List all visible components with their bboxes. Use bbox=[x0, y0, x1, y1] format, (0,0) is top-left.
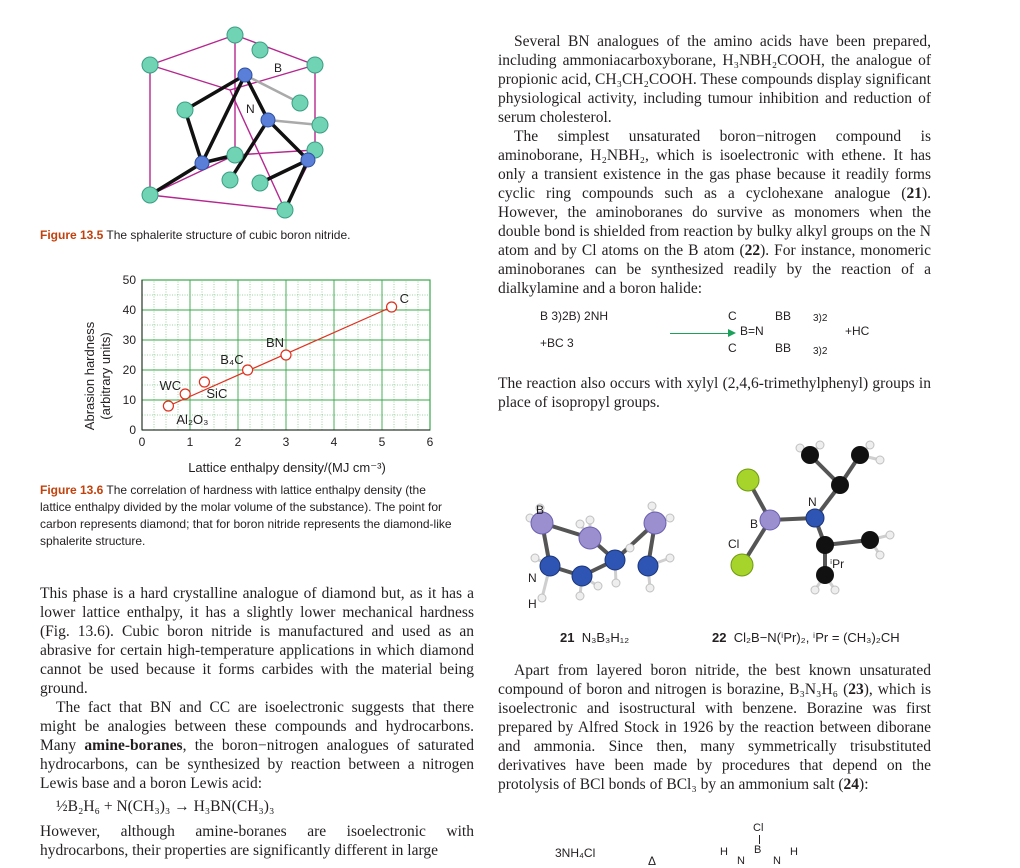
right-column-text-top bbox=[498, 32, 931, 298]
structure-21-caption bbox=[560, 630, 629, 645]
right-column-text-bottom bbox=[498, 661, 931, 794]
reaction-arrow-head bbox=[728, 329, 736, 337]
right-paragraph-2-c: ). However, the aminoboranes do survive as monomers when the double bond is shielded from reaction by bulky alkyl groups on the N atom and by Cl atoms on the B atom ( bbox=[498, 185, 931, 259]
product-core: B=N bbox=[740, 324, 764, 338]
reaction-arrow bbox=[670, 333, 730, 334]
figure-13-5-caption bbox=[40, 227, 420, 244]
product-bb2: BB bbox=[775, 341, 792, 355]
s21-label-h: H bbox=[528, 597, 537, 611]
s22-formula: Cl₂B−N(ⁱPr)₂, ⁱPr = (CH₃)₂CH bbox=[733, 630, 900, 645]
data-point bbox=[387, 302, 397, 312]
x-tick-label: 4 bbox=[330, 435, 338, 449]
scheme24-cl: Cl bbox=[753, 822, 764, 834]
scheme-24 bbox=[540, 822, 900, 868]
equation-amine-borane: ½B₂H₆ + N(CH₃)₃ → H₃BN(CH₃)₃ bbox=[56, 798, 275, 815]
structure-22-caption bbox=[712, 630, 900, 646]
scheme24-n1: N bbox=[737, 855, 745, 867]
product-c1: C bbox=[728, 309, 737, 323]
ref-23: 23 bbox=[848, 681, 864, 698]
data-point bbox=[281, 350, 291, 360]
atom-label-n: N bbox=[246, 102, 255, 116]
scheme24-arrow: Δ bbox=[648, 854, 657, 868]
ref-21: 21 bbox=[906, 185, 922, 202]
product-c2: C bbox=[728, 341, 737, 355]
scheme24-h2: H bbox=[790, 846, 798, 858]
term-amine-boranes: amine-boranes bbox=[84, 737, 183, 754]
left-paragraph-2-b: , the boron−nitrogen analogues of saturated hydrocarbons, can be synthesized by reaction between a nitrogen Lewis base and a boron Lewis acid: bbox=[40, 737, 474, 792]
s22-number: 22 bbox=[712, 630, 727, 645]
y-tick-label: 50 bbox=[122, 273, 136, 287]
product-sub2: 3)2 bbox=[813, 346, 828, 357]
data-point bbox=[243, 365, 253, 375]
chart-y-label-line2: (arbitrary units) bbox=[98, 332, 113, 420]
right-paragraph-1: Several BN analogues of the amino acids have been prepared, including ammoniacarboxyborane, H₃NBH₂COOH, the analogue of propionic acid, CH₃CH₂COOH. These compounds display significant physiological activity, including tumour inhibition and reduction of serum cholesterol. bbox=[498, 33, 931, 126]
right-paragraph-4-c: ), which is isoelectronic and isostructural with benzene. Borazine was first prepared by Alfred Stock in 1926 by the reaction between diborane and ammonia. Since then, many symmetrically trisubstituted derivatives have been made by procedures that depend on the protolysis of BCl bonds of BCl₃ by an ammonium salt ( bbox=[498, 681, 931, 793]
reactant-top: B 3)2B) 2NH bbox=[540, 309, 609, 323]
x-tick-label: 5 bbox=[378, 435, 386, 449]
y-tick-label: 30 bbox=[122, 333, 136, 347]
right-paragraph-4-a: Apart from layered boron nitride, the best known unsaturated compound of boron and nitrogen is borazine, B₃N₃H₆ ( bbox=[498, 662, 931, 698]
x-tick-label: 3 bbox=[282, 435, 290, 449]
figure-13-6-caption-text: The correlation of hardness with lattice enthalpy density (the lattice enthalpy divided by the molar volume of the substance). The point for carbon represents diamond; that for boron nitride represents the diamond-like sphalerite structure. bbox=[40, 483, 452, 548]
x-tick-label: 0 bbox=[138, 435, 146, 449]
left-paragraph-3: However, although amine-boranes are isoelectronic with hydrocarbons, their properties are significantly different in large bbox=[40, 823, 474, 859]
scheme24-reagent: 3NH₄Cl bbox=[555, 846, 596, 860]
right-paragraph-4 bbox=[498, 661, 931, 794]
s21-label-n: N bbox=[528, 571, 537, 585]
left-paragraph-2-a: The fact that BN and CC are isoelectronic suggests that there might be analogies between these compounds and hydrocarbons. Many bbox=[40, 699, 474, 754]
sphalerite-structure-figure bbox=[120, 15, 350, 230]
ref-24: 24 bbox=[843, 776, 860, 793]
product-bb1: BB bbox=[775, 309, 792, 323]
scheme24-bond bbox=[759, 835, 760, 844]
s21-formula: N₃B₃H₁₂ bbox=[581, 630, 630, 645]
data-point-label: C bbox=[399, 291, 409, 306]
right-paragraph-2-a: The simplest unsaturated boron−nitrogen compound is aminoborane, H₂NBH₂, which is isoelectronic with ethene. It has only a transient existence in the gas phase because it readily forms cyclic ring compounds such as a cyclohexane analogue ( bbox=[498, 128, 931, 202]
data-point-label: B₄C bbox=[220, 352, 244, 367]
right-paragraph-3-box bbox=[498, 374, 931, 412]
byproduct: +HC bbox=[845, 324, 870, 338]
scheme24-n2: N bbox=[773, 855, 781, 867]
figure-13-6-caption bbox=[40, 482, 460, 550]
right-paragraph-3: The reaction also occurs with xylyl (2,4,6-trimethylphenyl) groups in place of isopropyl groups. bbox=[498, 375, 931, 411]
right-paragraph-2-d: ). For instance, monomeric aminoboranes can be synthesized readily by the reaction of a dialkylamine and a boron halide: bbox=[498, 242, 931, 297]
y-tick-label: 20 bbox=[122, 363, 136, 377]
s22-label-ipr: ⁱPr bbox=[830, 557, 845, 571]
reaction-scheme bbox=[540, 306, 940, 366]
reactant-bottom: +BC 3 bbox=[540, 336, 574, 350]
figure-13-6-label: Figure 13.6 bbox=[40, 483, 104, 497]
structure-21-image bbox=[520, 478, 700, 618]
figure-13-5-caption-text: The sphalerite structure of cubic boron nitride. bbox=[106, 228, 351, 242]
figure-13-5-label: Figure 13.5 bbox=[40, 228, 104, 242]
x-tick-label: 1 bbox=[186, 435, 194, 449]
left-paragraph-1: This phase is a hard crystalline analogue of diamond but, as it has a lower lattice enthalpy, it has a slightly lower mechanical hardness (Fig. 13.6). Cubic boron nitride is manufactured and used as an abrasive for certain high-temperature applications in which diamond cannot be used because it forms carbides with the material being ground. bbox=[40, 585, 474, 697]
right-paragraph-4-e: ): bbox=[859, 776, 869, 793]
s22-label-b: B bbox=[750, 517, 759, 531]
product-sub1: 3)2 bbox=[813, 313, 828, 324]
s21-number: 21 bbox=[560, 630, 575, 645]
data-point-label: BN bbox=[265, 335, 284, 350]
chart-y-label-line1: Abrasion hardness bbox=[82, 321, 97, 431]
right-paragraph-2 bbox=[498, 127, 931, 298]
data-point-label: WC bbox=[159, 378, 182, 393]
y-tick-label: 10 bbox=[122, 393, 136, 407]
scheme24-b: B bbox=[754, 844, 762, 856]
scheme24-h1: H bbox=[720, 846, 728, 858]
left-column-text bbox=[40, 584, 474, 859]
s21-label-b: B bbox=[536, 503, 545, 517]
chart-x-label: Lattice enthalpy density/(MJ cm⁻³) bbox=[188, 460, 386, 475]
hardness-chart bbox=[80, 268, 440, 480]
atom-label-b: B bbox=[274, 61, 283, 75]
y-tick-label: 40 bbox=[122, 303, 136, 317]
data-point-label: Al₂O₃ bbox=[176, 412, 209, 427]
y-tick-label: 0 bbox=[129, 423, 136, 437]
data-point-label: SiC bbox=[206, 386, 228, 401]
s22-label-n: N bbox=[808, 495, 817, 509]
x-tick-label: 6 bbox=[426, 435, 434, 449]
left-paragraph-2 bbox=[40, 698, 474, 793]
data-point bbox=[163, 401, 173, 411]
ref-22: 22 bbox=[744, 242, 761, 259]
s22-label-cl: Cl bbox=[728, 537, 740, 551]
data-point bbox=[180, 389, 190, 399]
x-tick-label: 2 bbox=[234, 435, 242, 449]
structure-22-image bbox=[720, 440, 920, 620]
